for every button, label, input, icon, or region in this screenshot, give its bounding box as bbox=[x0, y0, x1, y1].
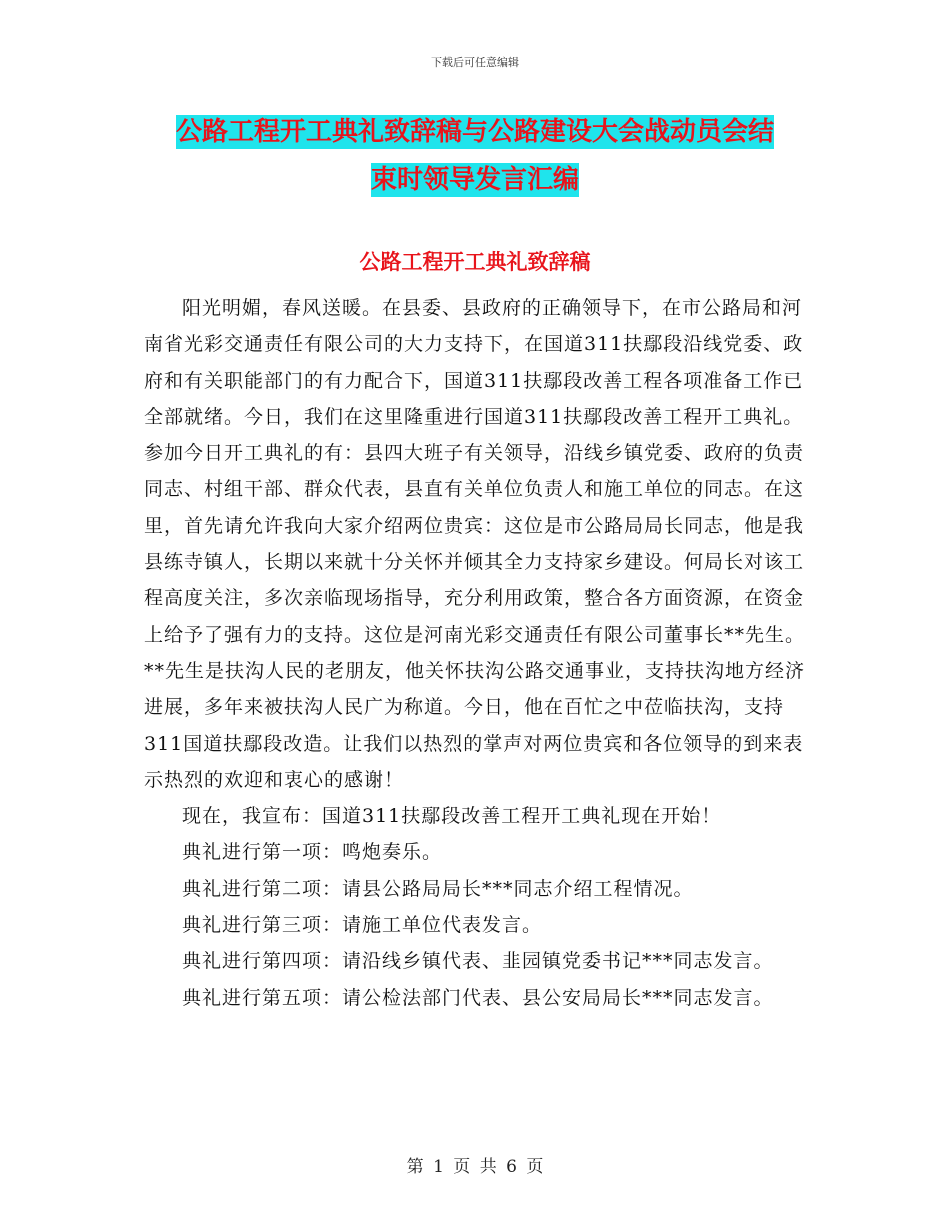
title-line-1: 公路工程开工典礼致辞稿与公路建设大会战动员会结 bbox=[175, 117, 774, 147]
body-paragraph: 阳光明媚，春风送暖。在县委、县政府的正确领导下，在市公路局和河南省光彩交通责任有限公司的大力支持下，在国道311扶鄢段沿线党委、政府和有关职能部门的有力配合下，国道311扶鄢段改善工程各项准备工作已全部就绪。今日，我们在这里隆重进行国道311扶鄢段改善工程开工典礼。参加今日开工典礼的有：县四大班子有关领导，沿线乡镇党委、政府的负责同志、村组干部、群众代表，县直有关单位负责人和施工单位的同志。在这里，首先请允许我向大家介绍两位贵宾：这位是市公路局局长同志，他是我县练寺镇人，长期以来就十分关怀并倾其全力支持家乡建设。何局长对该工程高度关注，多次亲临现场指导，充分利用政策，整合各方面资源，在资金上给予了强有力的支持。这位是河南光彩交通责任有限公司董事长**先生。**先生是扶沟人民的老朋友，他关怀扶沟公路交通事业，支持扶沟地方经济进展，多年来被扶沟人民广为称道。今日，他在百忙之中莅临扶沟，支持311国道扶鄢段改造。让我们以热烈的掌声对两位贵宾和各位领导的到来表示热烈的欢迎和衷心的感谢！ bbox=[144, 297, 806, 791]
page-number: 第 1 页 共 6 页 bbox=[406, 1157, 544, 1177]
announcement-line: 现在，我宣布：国道311扶鄢段改善工程开工典礼现在开始！ bbox=[182, 805, 722, 828]
document-title bbox=[0, 108, 950, 204]
ceremony-item-5: 典礼进行第五项：请公检法部门代表、县公安局局长***同志发言。 bbox=[182, 986, 774, 1009]
ceremony-item-2: 典礼进行第二项：请县公路局局长***同志介绍工程情况。 bbox=[182, 877, 694, 900]
ceremony-item-3: 典礼进行第三项：请施工单位代表发言。 bbox=[182, 914, 543, 937]
ceremony-item-4: 典礼进行第四项：请沿线乡镇代表、韭园镇党委书记***同志发言。 bbox=[182, 950, 774, 973]
header-note: 下载后可任意编辑 bbox=[431, 56, 519, 69]
title-line-2: 束时领导发言汇编 bbox=[370, 165, 579, 195]
section-title: 公路工程开工典礼致辞稿 bbox=[359, 249, 591, 274]
document-body bbox=[144, 290, 812, 1016]
ceremony-item-1: 典礼进行第一项：鸣炮奏乐。 bbox=[182, 841, 443, 864]
